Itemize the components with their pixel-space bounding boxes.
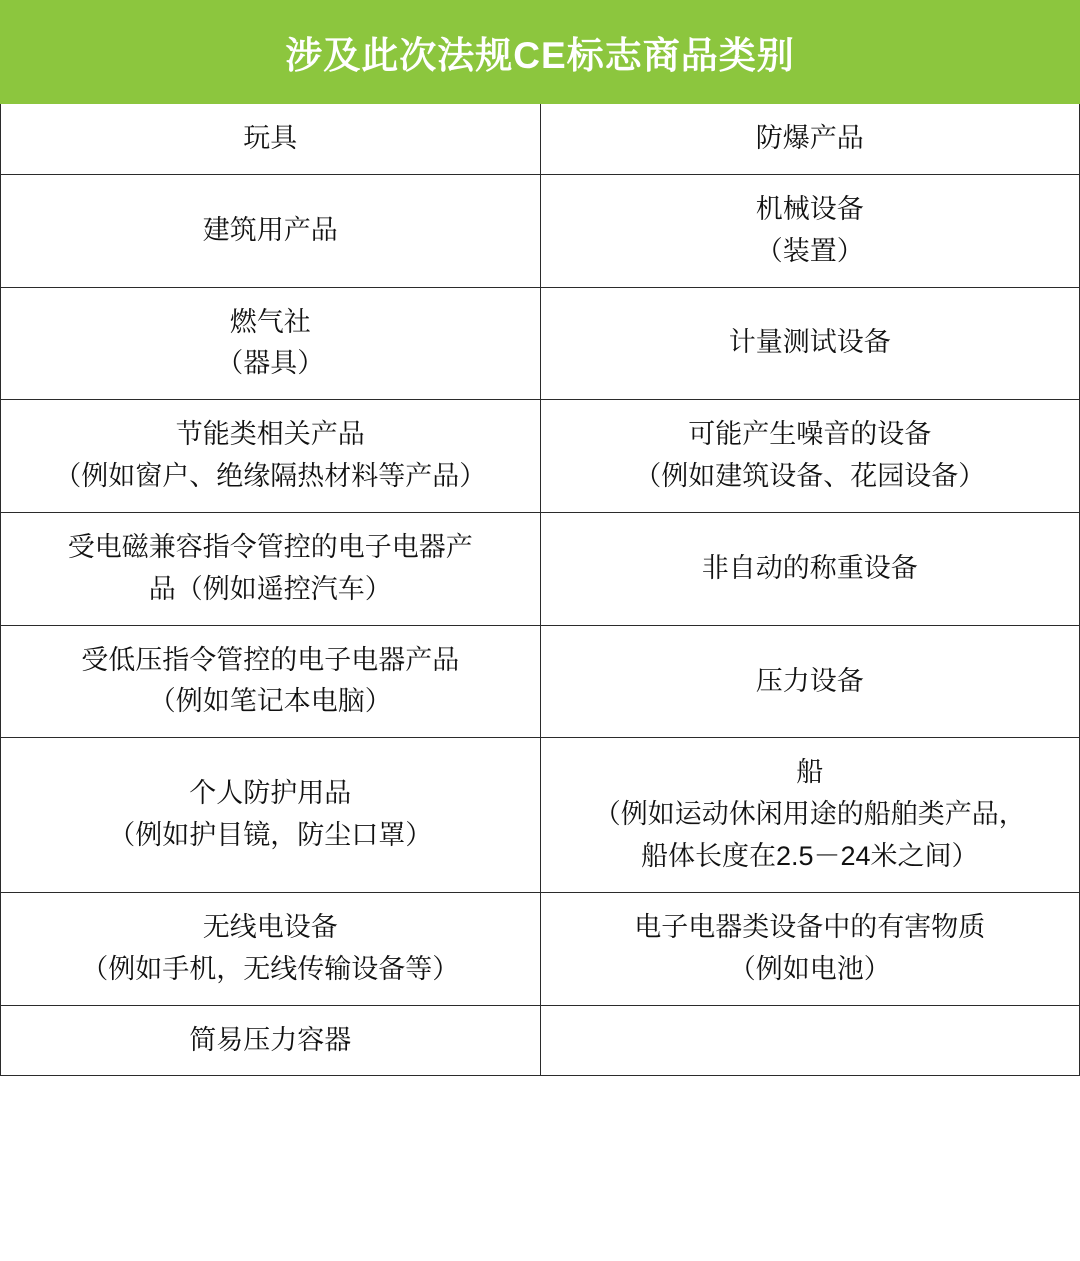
table-cell-left: [1, 738, 541, 893]
cell-line: （例如手机，无线传输设备等）: [81, 953, 460, 984]
cell-line: 受低压指令管控的电子电器产品: [81, 644, 460, 675]
table-title-row: [1, 1, 1080, 104]
table-cell-right: [540, 400, 1080, 513]
table-cell-left: [1, 174, 541, 287]
cell-line: 船体长度在2.5－24米之间）: [640, 840, 979, 871]
table-cell-right: [540, 174, 1080, 287]
cell-line: （例如电池）: [728, 953, 891, 984]
table-cell-left: [1, 892, 541, 1005]
cell-line: 建筑用产品: [202, 214, 338, 245]
table-cell-right: [540, 625, 1080, 738]
cell-line: 受电磁兼容指令管控的电子电器产: [67, 531, 473, 562]
cell-line: 计量测试设备: [728, 327, 891, 358]
cell-line: 个人防护用品: [189, 778, 352, 809]
cell-line: 船: [796, 757, 824, 788]
cell-line: （例如运动休闲用途的船舶类产品，: [593, 799, 1026, 830]
table-cell-left: [1, 625, 541, 738]
table-cell-left: [1, 287, 541, 400]
cell-line: （例如笔记本电脑）: [148, 686, 392, 717]
cell-line: 玩具: [243, 123, 298, 153]
table-row: [1, 1005, 1080, 1076]
cell-line: （器具）: [216, 348, 325, 379]
cell-line: 可能产生噪音的设备: [688, 419, 932, 450]
cell-line: 燃气社: [229, 306, 311, 337]
table-row: [1, 287, 1080, 400]
cell-line: 机械设备: [755, 193, 864, 224]
cell-line: 电子电器类设备中的有害物质: [634, 911, 986, 942]
cell-line: （例如建筑设备、花园设备）: [634, 461, 986, 492]
table-row: [1, 892, 1080, 1005]
cell-line: 压力设备: [755, 665, 864, 696]
cell-line: 品（例如遥控汽车）: [148, 573, 392, 604]
page-title: 涉及此次法规CE标志商品类别: [1, 1, 1080, 104]
table-cell-right-empty: [540, 1005, 1080, 1076]
table-cell-left: [1, 104, 541, 175]
table-row: [1, 400, 1080, 513]
table-row: [1, 104, 1080, 175]
table-row: [1, 625, 1080, 738]
table-row: [1, 738, 1080, 893]
table-row: [1, 174, 1080, 287]
table-cell-left: [1, 512, 541, 625]
table-row: [1, 512, 1080, 625]
table-cell-right: [540, 512, 1080, 625]
table-cell-right: [540, 892, 1080, 1005]
cell-line: 简易压力容器: [189, 1024, 352, 1055]
cell-line: 无线电设备: [202, 911, 338, 942]
table-cell-left: [1, 1005, 541, 1076]
table-cell-right: [540, 287, 1080, 400]
table-cell-right: [540, 738, 1080, 893]
cell-line: （例如窗户、绝缘隔热材料等产品）: [54, 461, 487, 492]
cell-line: 节能类相关产品: [175, 419, 365, 450]
cell-line: 防爆产品: [755, 123, 864, 153]
cell-line: （装置）: [755, 235, 864, 266]
cell-line: （例如护目镜，防尘口罩）: [108, 820, 433, 851]
table-body: [1, 1, 1080, 1076]
table-cell-left: [1, 400, 541, 513]
table-cell-right: [540, 104, 1080, 175]
cell-line: 非自动的称重设备: [701, 552, 918, 583]
